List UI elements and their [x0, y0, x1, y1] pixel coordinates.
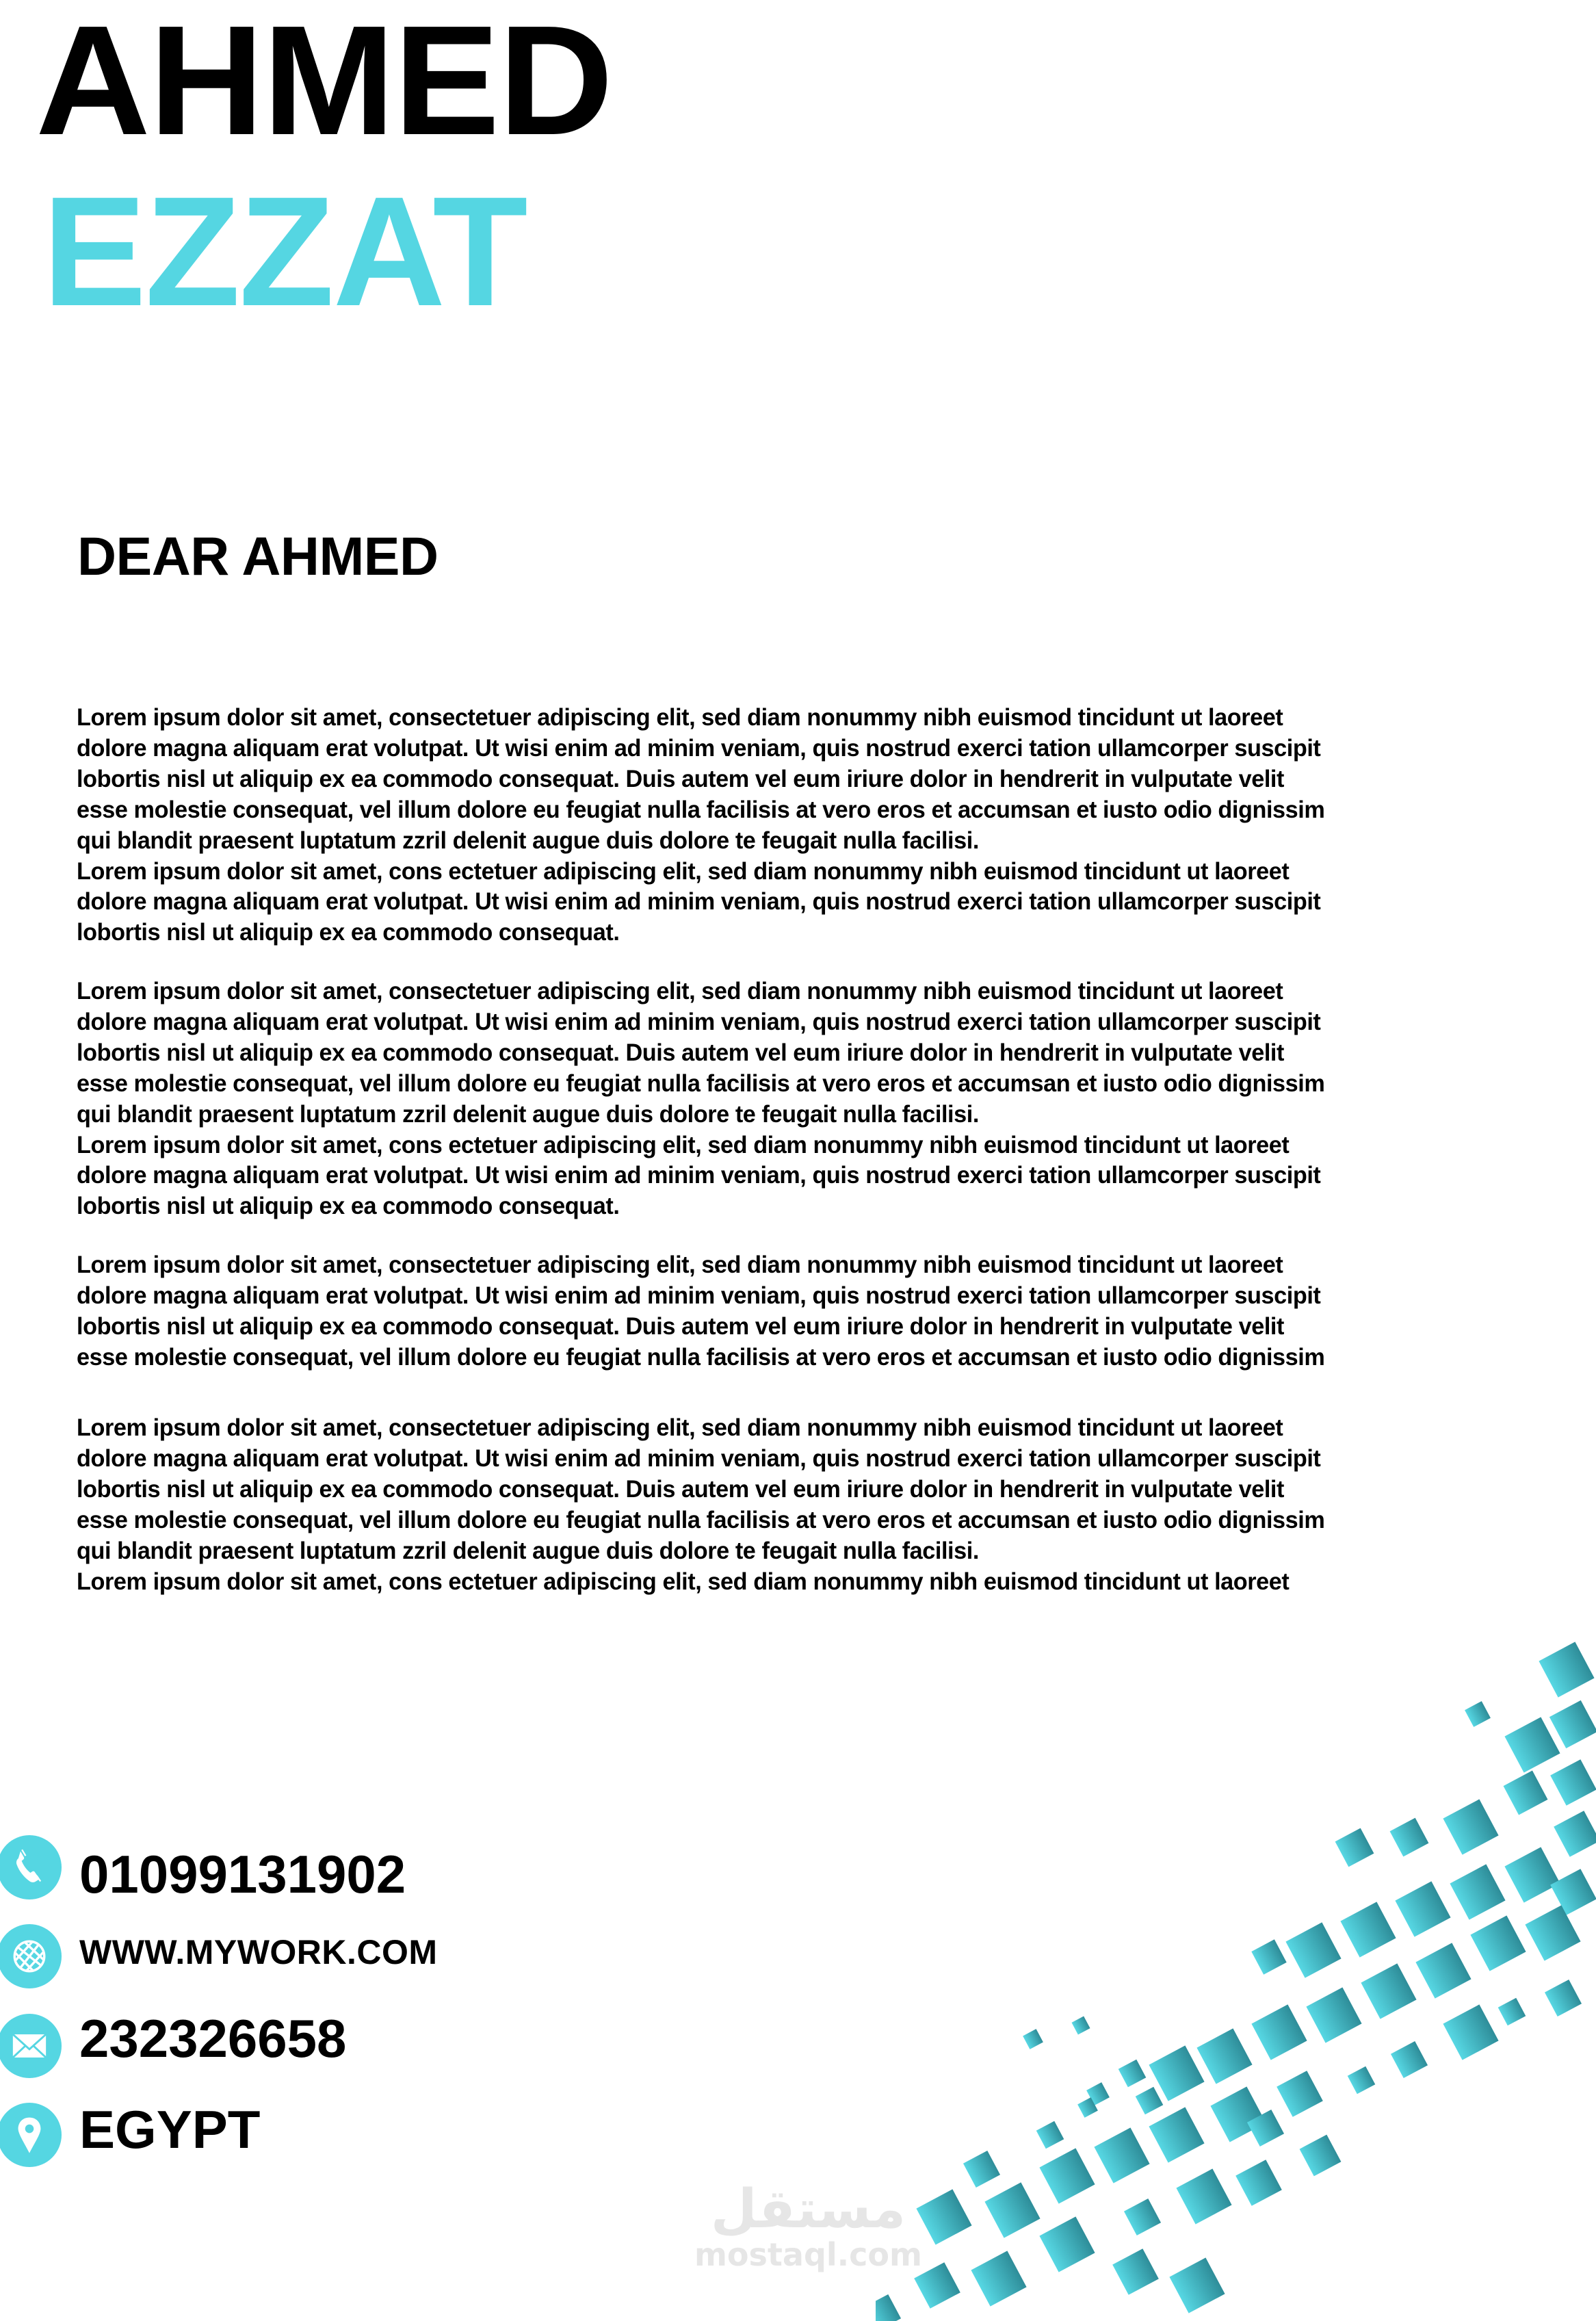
- paragraph-line: esse molestie consequat, vel illum dolore eu feugiat nulla facilisis at vero eros et accumsan et iusto odio dignissim: [77, 1343, 1325, 1371]
- decorative-square: [1390, 1818, 1429, 1857]
- paragraph-line: Lorem ipsum dolor sit amet, consectetuer adipiscing elit, sed diam nonummy nibh euismod tincidunt ut laoreet: [77, 977, 1283, 1004]
- website-link[interactable]: WWW.MYWORK.COM: [79, 1933, 438, 1971]
- decorative-square: [1443, 1799, 1498, 1854]
- paragraph-line: lobortis nisl ut aliquip ex ea commodo consequat.: [77, 1192, 620, 1220]
- name-first: AHMED: [36, 0, 612, 168]
- paragraph-line: dolore magna aliquam erat volutpat. Ut wisi enim ad minim veniam, quis nostrud exerci tation ullamcorper suscipit: [77, 1281, 1321, 1309]
- paragraph-line: Lorem ipsum dolor sit amet, cons ectetuer adipiscing elit, sed diam nonummy nibh euismod tincidunt ut laoreet: [77, 1567, 1290, 1595]
- decorative-square: [1036, 2121, 1064, 2149]
- decorative-square: [1176, 2168, 1231, 2224]
- paragraph-line: lobortis nisl ut aliquip ex ea commodo consequat.: [77, 918, 620, 946]
- paragraph-line: dolore magna aliquam erat volutpat. Ut wisi enim ad minim veniam, quis nostrud exerci tation ullamcorper suscipit: [77, 887, 1321, 916]
- letter-paragraph: [77, 702, 1516, 948]
- paragraph-line: esse molestie consequat, vel illum dolore eu feugiat nulla facilisis at vero eros et accumsan et iusto odio dignissim: [77, 795, 1325, 823]
- decorative-square: [971, 2251, 1026, 2306]
- decorative-square: [1118, 2060, 1147, 2088]
- decorative-square: [963, 2151, 1000, 2188]
- decorative-square: [1415, 1943, 1471, 1998]
- decorative-square: [1498, 1998, 1526, 2026]
- decorative-square: [1306, 1987, 1361, 2043]
- decorative-square: [1443, 2004, 1498, 2060]
- decorative-square: [1525, 1905, 1580, 1960]
- paragraph-line: Lorem ipsum dolor sit amet, consectetuer adipiscing elit, sed diam nonummy nibh euismod tincidunt ut laoreet: [77, 1414, 1283, 1441]
- paragraph-line: dolore magna aliquam erat volutpat. Ut wisi enim ad minim veniam, quis nostrud exerci tation ullamcorper suscipit: [77, 1007, 1321, 1035]
- letter-paragraph: [77, 976, 1516, 1221]
- decorative-square: [1550, 1759, 1596, 1806]
- paragraph-line: qui blandit praesent luptatum zzril delenit augue duis dolore te feugait nulla facilisi.: [77, 826, 979, 854]
- decorative-square: [1023, 2029, 1043, 2049]
- decorative-square: [1539, 1642, 1594, 1697]
- decorative-square: [1235, 2160, 1282, 2206]
- paragraph-line: qui blandit praesent luptatum zzril delenit augue duis dolore te feugait nulla facilisi.: [77, 1100, 979, 1128]
- decorative-square: [1504, 1717, 1560, 1772]
- watermark-arabic: مستقل: [710, 2179, 906, 2240]
- envelope-icon: [0, 2014, 62, 2078]
- decorative-square: [984, 2182, 1040, 2238]
- decorative-square: [1277, 2071, 1323, 2117]
- envelope-icon-glyph: [10, 2026, 49, 2066]
- decorative-square: [1450, 1864, 1505, 1919]
- decorative-squares-pattern: [876, 1629, 1596, 2321]
- mail-number: 232326658: [79, 2008, 347, 2069]
- decorative-square: [1391, 2041, 1428, 2078]
- paragraph-line: dolore magna aliquam erat volutpat. Ut wisi enim ad minim veniam, quis nostrud exerci tation ullamcorper suscipit: [77, 1161, 1321, 1189]
- decorative-square: [1470, 1915, 1526, 1971]
- decorative-square: [1136, 2087, 1164, 2115]
- phone-icon-glyph: [10, 1847, 49, 1887]
- decorative-square: [1124, 2199, 1161, 2235]
- map-pin-icon-glyph: [10, 2115, 49, 2155]
- globe-icon-glyph: [10, 1936, 49, 1976]
- decorative-square: [1285, 1922, 1341, 1978]
- map-pin-icon: [0, 2103, 62, 2167]
- decorative-square: [1465, 1701, 1491, 1727]
- decorative-square: [1340, 1902, 1396, 1957]
- paragraph-line: esse molestie consequat, vel illum dolore eu feugiat nulla facilisis at vero eros et accumsan et iusto odio dignissim: [77, 1069, 1325, 1097]
- decorative-square: [1251, 1939, 1286, 1974]
- decorative-square: [1196, 2028, 1252, 2084]
- decorative-square: [1335, 1828, 1374, 1867]
- paragraph-line: Lorem ipsum dolor sit amet, consectetuer adipiscing elit, sed diam nonummy nibh euismod tincidunt ut laoreet: [77, 1251, 1283, 1278]
- letter-paragraph: [77, 1249, 1516, 1373]
- decorative-square: [1094, 2127, 1149, 2183]
- phone-number: 01099131902: [79, 1844, 406, 1904]
- decorative-square: [916, 2189, 971, 2244]
- decorative-square: [1545, 1980, 1582, 2017]
- paragraph-line: esse molestie consequat, vel illum dolore eu feugiat nulla facilisis at vero eros et accumsan et iusto odio dignissim: [77, 1505, 1325, 1533]
- decorative-square: [1348, 2066, 1376, 2095]
- paragraph-line: lobortis nisl ut aliquip ex ea commodo consequat. Duis autem vel eum iriure dolor in hendrerit in vulputate velit: [77, 1312, 1284, 1340]
- decorative-square: [1504, 1847, 1560, 1902]
- paragraph-line: lobortis nisl ut aliquip ex ea commodo consequat. Duis autem vel eum iriure dolor in hendrerit in vulputate velit: [77, 1475, 1284, 1503]
- decorative-square: [1361, 1963, 1416, 2019]
- paragraph-line: lobortis nisl ut aliquip ex ea commodo consequat. Duis autem vel eum iriure dolor in hendrerit in vulputate velit: [77, 1038, 1284, 1066]
- decorative-square: [1504, 1771, 1548, 1815]
- paragraph-line: Lorem ipsum dolor sit amet, cons ectetuer adipiscing elit, sed diam nonummy nibh euismod tincidunt ut laoreet: [77, 1130, 1290, 1158]
- paragraph-line: qui blandit praesent luptatum zzril delenit augue duis dolore te feugait nulla facilisi.: [77, 1536, 979, 1564]
- decorative-square: [1395, 1881, 1450, 1936]
- paragraph-line: dolore magna aliquam erat volutpat. Ut wisi enim ad minim veniam, quis nostrud exerci tation ullamcorper suscipit: [77, 734, 1321, 762]
- location: EGYPT: [79, 2099, 261, 2160]
- phone-icon: [0, 1835, 62, 1899]
- decorative-square: [1300, 2135, 1342, 2177]
- decorative-square: [914, 2262, 960, 2309]
- paragraph-line: Lorem ipsum dolor sit amet, consectetuer adipiscing elit, sed diam nonummy nibh euismod tincidunt ut laoreet: [77, 703, 1283, 731]
- paragraph-line: dolore magna aliquam erat volutpat. Ut wisi enim ad minim veniam, quis nostrud exerci tation ullamcorper suscipit: [77, 1444, 1321, 1472]
- decorative-square: [1112, 2248, 1159, 2295]
- name-last: EZZAT: [42, 165, 527, 339]
- paragraph-line: lobortis nisl ut aliquip ex ea commodo consequat. Duis autem vel eum iriure dolor in hendrerit in vulputate velit: [77, 764, 1284, 792]
- decorative-square: [1554, 1811, 1596, 1857]
- decorative-square: [1549, 1700, 1596, 1748]
- letter-paragraph: [77, 1412, 1516, 1596]
- decorative-square: [1071, 2016, 1090, 2034]
- globe-icon: [0, 1924, 62, 1988]
- decorative-square: [1149, 2045, 1204, 2101]
- paragraph-line: Lorem ipsum dolor sit amet, cons ectetuer adipiscing elit, sed diam nonummy nibh euismod tincidunt ut laoreet: [77, 857, 1290, 885]
- decorative-square: [876, 2294, 901, 2321]
- letter-greeting: DEAR AHMED: [77, 526, 439, 586]
- decorative-square: [1169, 2257, 1225, 2313]
- decorative-square: [1039, 2216, 1095, 2272]
- decorative-square: [1039, 2148, 1095, 2203]
- watermark-latin: mostaql.com: [694, 2236, 922, 2273]
- decorative-square: [1251, 2004, 1307, 2060]
- decorative-square: [1149, 2107, 1204, 2162]
